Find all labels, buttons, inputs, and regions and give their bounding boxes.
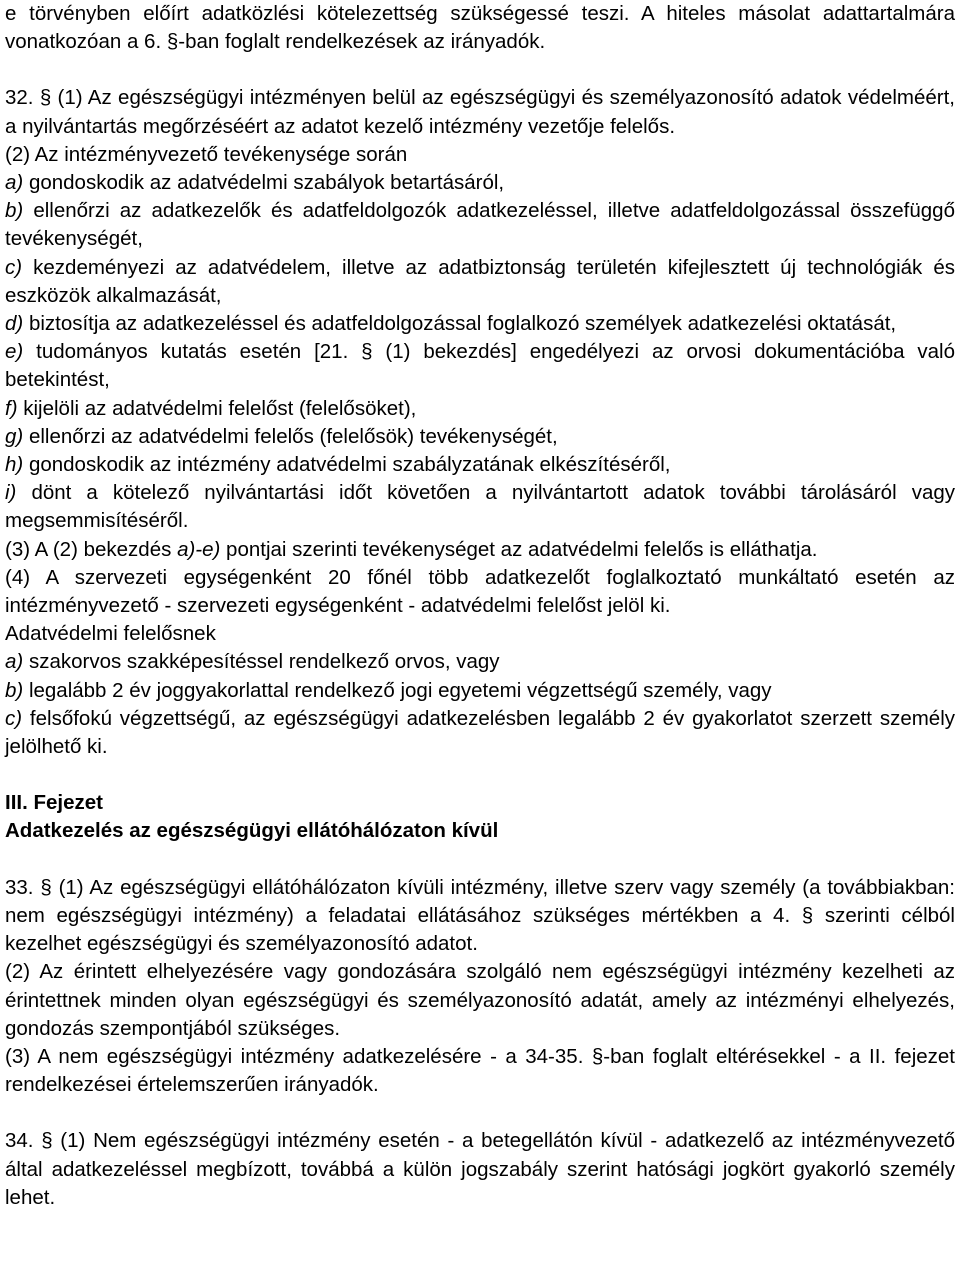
section-32-item-d: [5, 310, 955, 338]
chapter-number: III. Fejezet: [5, 791, 103, 815]
paragraph-text: pontjai szerinti tevékenységet az adatvédelmi felelős is elláthatja.: [220, 537, 818, 561]
item-text: tudományos kutatás esetén [21. § (1) bekezdés] engedélyezi az orvosi dokumentációba való betekintést,: [5, 340, 955, 392]
item-letter: b): [5, 678, 24, 702]
item-letter: a): [5, 171, 24, 195]
section-32-paragraph-2: (2) Az intézményvezető tevékenysége során: [5, 142, 408, 166]
item-text: felsőfokú végzettségű, az egészségügyi adatkezelésben legalább 2 év gyakorlatot szerzett személy jelölhető ki.: [5, 706, 955, 759]
item-text: ellenőrzi az adatvédelmi felelős (felelősök) tevékenységét,: [28, 424, 558, 448]
chapter-heading: [5, 789, 955, 845]
item-text: kijelöli az adatvédelmi felelőst (felelősöket),: [23, 396, 417, 420]
paragraph-text: (3) A (2) bekezdés: [5, 537, 178, 561]
item-text: dönt a kötelező nyilvántartási időt követően a nyilvántartott adatok további tárolásáról vagy megsemmisítéséről.: [5, 481, 955, 533]
section-32-qualification-a: [5, 648, 955, 676]
item-letter: e): [5, 340, 24, 364]
item-letter: c): [5, 255, 23, 279]
item-text: gondoskodik az adatvédelmi szabályok betartásáról,: [28, 171, 505, 195]
item-letter: i): [5, 481, 17, 505]
section-32-item-f: [5, 395, 955, 423]
top-fragment-paragraph: e törvényben előírt adatközlési kötelezettség szükségessé teszi. A hiteles másolat adattartalmára vonatkozóan a 6. §-ban foglalt rendelkezések az irányadók.: [5, 2, 955, 54]
paragraph-gap: [5, 56, 955, 84]
item-letter: b): [5, 199, 24, 223]
section-32-paragraph-1: 32. § (1) Az egészségügyi intézményen belül az egészségügyi és személyazonosító adatok védelméért, a nyilvántartás megőrzéséért az adatot kezelő intézmény vezetője felelős.: [5, 86, 955, 138]
item-text: kezdeményezi az adatvédelem, illetve az adatbiztonság területén kifejlesztett új technológiák és eszközök alkalmazását,: [5, 255, 956, 307]
section-32-item-c: [5, 254, 955, 310]
item-letter: a): [5, 650, 24, 674]
section-32-qualification-c: [5, 705, 955, 761]
section-32-item-g: [5, 423, 955, 451]
item-text: gondoskodik az intézmény adatvédelmi szabályzatának elkészítéséről,: [28, 453, 671, 477]
chapter-title: Adatkezelés az egészségügyi ellátóhálózaton kívül: [5, 819, 499, 843]
section-32-paragraph-3: [5, 536, 955, 564]
document-page: [5, 0, 955, 1212]
section-33-paragraph-2: (2) Az érintett elhelyezésére vagy gondozására szolgáló nem egészségügyi intézmény kezelheti az érintettnek minden olyan egészségügyi és személyazonosító adatát, amely az intézményi elhelyezés, gondozás szempontjából szükséges.: [5, 960, 955, 1040]
item-letter: f): [5, 396, 18, 420]
section-32-item-a: [5, 169, 955, 197]
item-letter: d): [5, 312, 24, 336]
item-text: legalább 2 év joggyakorlattal rendelkező jogi egyetemi végzettségű személy, vagy: [28, 678, 772, 702]
section-34-paragraph-1: 34. § (1) Nem egészségügyi intézmény esetén - a betegellátón kívül - adatkezelő az intézményvezető által adatkezeléssel megbízott, továbbá a külön jogszabály szerint hatósági jogkört gyakorló személy lehet.: [5, 1129, 955, 1209]
section-33-paragraph-3: (3) A nem egészségügyi intézmény adatkezelésére - a 34-35. §-ban foglalt eltérésekkel - a II. fejezet rendelkezései értelemszerűen irányadók.: [5, 1044, 955, 1097]
item-text: biztosítja az adatkezeléssel és adatfeldolgozással foglalkozó személyek adatkezelési oktatását,: [28, 312, 897, 336]
section-33-paragraph-1: 33. § (1) Az egészségügyi ellátóhálózaton kívüli intézmény, illetve szerv vagy személy (a továbbiakban: nem egészségügyi intézmény) a feladatai ellátásához szükséges mértékben a 4. § szerinti célból kezelhet egészségügyi és személyazonosító adatot.: [5, 875, 955, 956]
section-32-paragraph-4: (4) A szervezeti egységenként 20 főnél több adatkezelőt foglalkoztató munkáltató esetén az intézményvezető - szervezeti egységenként - adatvédelmi felelőst jelöl ki.: [5, 565, 955, 618]
item-letter: h): [5, 453, 24, 477]
item-text: szakorvos szakképesítéssel rendelkező orvos, vagy: [28, 650, 500, 674]
section-32-qualification-b: [5, 677, 955, 705]
section-32-item-e: [5, 338, 955, 394]
paragraph-gap: [5, 1099, 955, 1127]
section-32-item-i: [5, 479, 955, 535]
item-letter: c): [5, 706, 23, 730]
section-32-item-b: [5, 197, 955, 253]
section-32-paragraph-5: Adatvédelmi felelősnek: [5, 622, 216, 646]
section-32-item-h: [5, 451, 955, 479]
item-letter: g): [5, 424, 24, 448]
item-letter-range: a)-e): [177, 537, 221, 561]
item-text: ellenőrzi az adatkezelők és adatfeldolgozók adatkezeléssel, illetve adatfeldolgozással összefüggő tevékenységét,: [5, 199, 955, 251]
